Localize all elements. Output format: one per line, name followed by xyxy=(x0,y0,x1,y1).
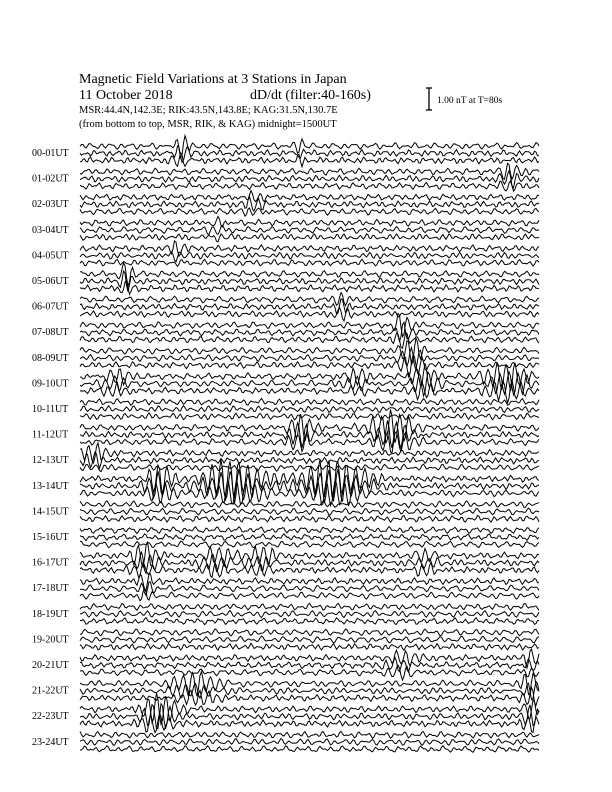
trace-msr xyxy=(80,181,539,191)
row-label: 02-03UT xyxy=(32,199,69,211)
trace-kag xyxy=(80,263,539,286)
row-label: 09-10UT xyxy=(32,378,69,390)
row-label: 18-19UT xyxy=(32,608,69,620)
chart-filter: dD/dt (filter:40-160s) xyxy=(250,88,371,103)
trace-rik xyxy=(80,657,539,672)
row-label: 07-08UT xyxy=(32,327,69,339)
trace-kag xyxy=(80,501,539,508)
trace-msr xyxy=(80,618,539,625)
trace-rik xyxy=(80,582,539,595)
row-label: 08-09UT xyxy=(32,352,69,364)
trace-rik xyxy=(80,299,539,314)
row-label: 16-17UT xyxy=(32,557,69,569)
scale-bar xyxy=(426,88,432,110)
trace-kag xyxy=(80,603,539,610)
row-label: 13-14UT xyxy=(32,480,69,492)
trace-rik xyxy=(80,508,539,515)
trace-msr xyxy=(80,588,539,601)
chart-title: Magnetic Field Variations at 3 Stations in Japan xyxy=(79,72,347,87)
trace-rik xyxy=(80,636,539,643)
row-label: 04-05UT xyxy=(32,250,69,262)
row-label: 12-13UT xyxy=(32,455,69,467)
row-label: 11-12UT xyxy=(32,429,69,441)
trace-rik xyxy=(80,739,539,746)
station-coordinates: MSR:44.4N,142.3E; RIK:43.5N,143.8E; KAG:31.5N,130.7E xyxy=(79,105,338,116)
trace-kag xyxy=(80,241,539,256)
trace-msr xyxy=(80,333,539,349)
trace-rik xyxy=(80,406,539,413)
hour-row-labels xyxy=(32,148,69,748)
row-label: 19-20UT xyxy=(32,634,69,646)
row-label: 05-06UT xyxy=(32,276,69,287)
trace-kag xyxy=(80,399,539,406)
row-label: 20-21UT xyxy=(32,660,69,671)
row-label: 10-11UT xyxy=(32,404,69,415)
trace-kag xyxy=(80,191,539,202)
trace-msr xyxy=(80,234,539,242)
trace-msr xyxy=(80,665,539,680)
trace-msr xyxy=(80,746,539,753)
trace-kag xyxy=(80,731,539,738)
trace-rik xyxy=(80,372,539,396)
row-label: 22-23UT xyxy=(32,711,69,723)
trace-rik xyxy=(80,611,539,618)
trace-msr xyxy=(80,280,539,294)
row-label: 17-18UT xyxy=(32,583,69,595)
row-label: 23-24UT xyxy=(32,736,69,748)
row-label: 01-02UT xyxy=(32,173,69,185)
trace-msr xyxy=(80,541,539,547)
row-label: 15-16UT xyxy=(32,532,69,543)
row-label: 14-15UT xyxy=(32,506,69,518)
row-label: 06-07UT xyxy=(32,301,69,313)
trace-rik xyxy=(80,225,539,234)
trace-kag xyxy=(80,217,539,228)
trace-msr xyxy=(80,259,539,266)
trace-msr xyxy=(80,515,539,522)
trace-msr xyxy=(80,643,539,650)
trace-kag xyxy=(80,293,539,306)
trace-kag xyxy=(80,527,539,534)
scale-label: 1.00 nT at T=80s xyxy=(437,96,503,106)
trace-rik xyxy=(80,534,539,541)
trace-kag xyxy=(80,629,539,636)
trace-msr xyxy=(80,208,539,216)
chart-date: 11 October 2018 xyxy=(79,88,173,103)
trace-rik xyxy=(80,197,539,211)
row-label: 03-04UT xyxy=(32,224,69,236)
stacking-note: (from bottom to top, MSR, RIK, & KAG) midnight=1500UT xyxy=(79,119,337,130)
row-label: 21-22UT xyxy=(32,685,69,697)
row-label: 00-01UT xyxy=(32,148,69,159)
trace-kag xyxy=(80,410,539,444)
trace-kag xyxy=(80,443,539,463)
trace-group xyxy=(80,136,539,753)
